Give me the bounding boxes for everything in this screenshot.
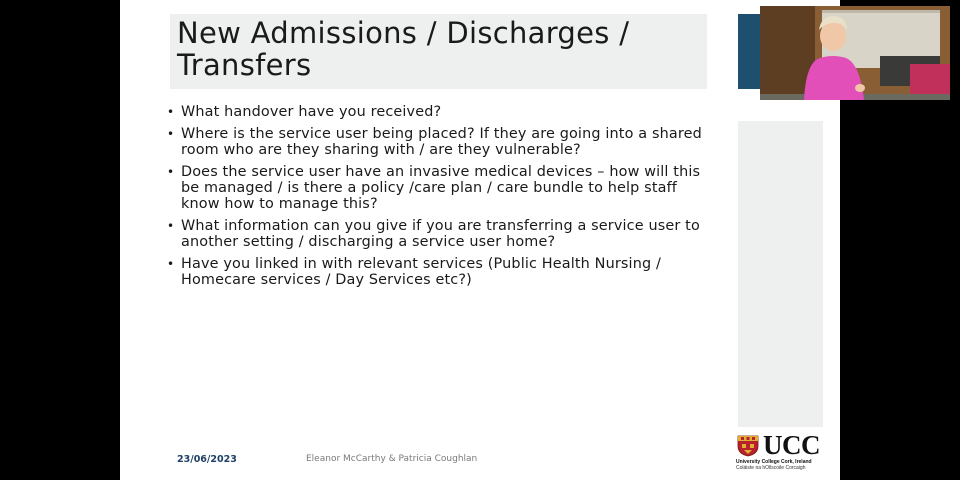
bullet-icon: • <box>167 219 175 233</box>
bullet-text: Does the service user have an invasive medical devices – how will this be managed / is there a policy /care plan / care bundle to help staff know how to manage this? <box>181 164 701 212</box>
crest-icon <box>737 435 759 457</box>
presentation-slide <box>120 0 840 480</box>
bullet-text: What information can you give if you are transferring a service user to another setting / discharging a service user home? <box>181 218 700 250</box>
bullet-item <box>166 256 706 288</box>
bullet-item <box>166 218 706 250</box>
title-box <box>170 14 707 89</box>
bullet-icon: • <box>167 165 175 179</box>
footer-authors: Eleanor McCarthy & Patricia Coughlan <box>306 454 478 464</box>
bullet-text: Where is the service user being placed? If they are going into a shared room who are they sharing with / are they vulnerable? <box>181 126 702 158</box>
bullet-item <box>166 104 706 120</box>
logo-wordmark: UCC <box>763 430 820 460</box>
presenter-video[interactable] <box>760 6 950 100</box>
slide-title: New Admissions / Discharges / Transfers <box>177 16 630 82</box>
logo-subtitle: University College Cork, Ireland <box>736 459 812 465</box>
logo-subtitle-irish: Coláiste na hOllscoile Corcaigh <box>736 465 806 471</box>
presenter-video-icon <box>760 6 950 100</box>
bullet-list <box>166 104 706 294</box>
accent-bar <box>738 14 762 89</box>
ucc-logo <box>736 430 828 473</box>
footer-date: 23/06/2023 <box>177 454 237 465</box>
bullet-icon: • <box>167 105 175 119</box>
bullet-text: What handover have you received? <box>181 104 442 120</box>
bullet-item <box>166 164 706 212</box>
bullet-icon: • <box>167 127 175 141</box>
bullet-item <box>166 126 706 158</box>
side-panel <box>738 121 823 427</box>
bullet-text: Have you linked in with relevant services (Public Health Nursing / Homecare services / Day Services etc?) <box>181 256 661 288</box>
bullet-icon: • <box>167 257 175 271</box>
